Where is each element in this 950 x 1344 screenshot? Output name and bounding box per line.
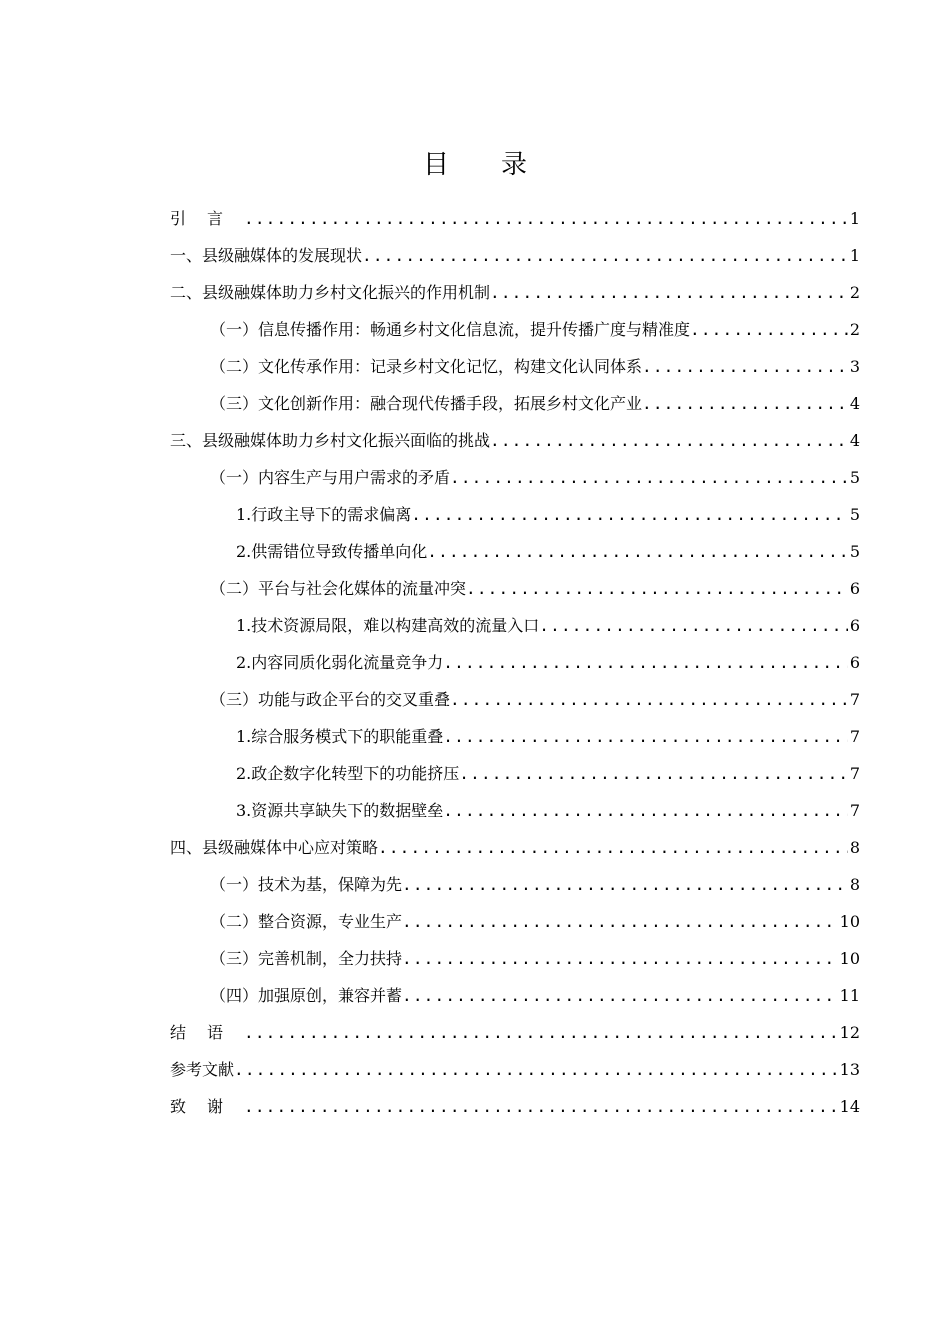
- toc-entry-page: 1: [849, 246, 860, 265]
- toc-entry-label: （二）平台与社会化媒体的流量冲突: [210, 579, 467, 598]
- toc-entry-label: 1.行政主导下的需求偏离: [236, 505, 412, 524]
- toc-dot-leader: [642, 348, 848, 385]
- toc-entry-label: 三、县级融媒体助力乡村文化振兴面临的挑战: [170, 431, 491, 450]
- toc-dot-leader: [402, 977, 838, 1014]
- toc-dot-leader: [427, 533, 848, 570]
- toc-entry-conclusion[interactable]: [170, 1014, 860, 1051]
- toc-dot-leader: [459, 755, 848, 792]
- toc-entry-label: （一）技术为基，保障为先: [210, 875, 403, 894]
- toc-entry-page: 6: [849, 616, 860, 635]
- toc-dot-leader: [443, 792, 848, 829]
- toc-dot-leader: [362, 237, 848, 274]
- toc-dot-leader: [402, 866, 848, 903]
- toc-entry-page: 8: [849, 838, 860, 857]
- toc-entry-section-4-2[interactable]: [170, 903, 860, 940]
- toc-entry-page: 5: [849, 505, 860, 524]
- toc-entry-label: 参考文献: [170, 1060, 235, 1079]
- toc-entry-label: （二）整合资源，专业生产: [210, 912, 403, 931]
- toc-entry-page: 12: [839, 1023, 860, 1042]
- toc-entry-label: （三）功能与政企平台的交叉重叠: [210, 690, 451, 709]
- toc-entry-section-3-3-2[interactable]: [170, 755, 860, 792]
- toc-entry-label: （三）完善机制，全力扶持: [210, 949, 403, 968]
- toc-entry-page: 6: [849, 579, 860, 598]
- toc-entry-page: 5: [849, 468, 860, 487]
- toc-entry-section-4-1[interactable]: [170, 866, 860, 903]
- toc-entry-label: 引言: [170, 209, 245, 228]
- toc-dot-leader: [490, 422, 848, 459]
- toc-entry-section-4[interactable]: [170, 829, 860, 866]
- toc-entry-page: 3: [849, 357, 860, 376]
- toc-dot-leader: [466, 570, 848, 607]
- toc-entry-section-3-1-1[interactable]: [170, 496, 860, 533]
- toc-entry-section-4-3[interactable]: [170, 940, 860, 977]
- toc-entry-page: 6: [849, 653, 860, 672]
- toc-entry-label: （二）文化传承作用：记录乡村文化记忆，构建文化认同体系: [210, 357, 643, 376]
- toc-entry-label: 2.政企数字化转型下的功能挤压: [236, 764, 460, 783]
- toc-entry-section-1[interactable]: [170, 237, 860, 274]
- toc-dot-leader: [690, 311, 848, 348]
- toc-entry-section-2-3[interactable]: [170, 385, 860, 422]
- toc-entry-page: 14: [839, 1097, 860, 1116]
- toc-entry-label: 1.综合服务模式下的职能重叠: [236, 727, 444, 746]
- toc-entry-page: 4: [849, 394, 860, 413]
- toc-dot-leader: [411, 496, 848, 533]
- toc-entry-page: 5: [849, 542, 860, 561]
- toc-entry-section-2[interactable]: [170, 274, 860, 311]
- toc-entry-label: 2.供需错位导致传播单向化: [236, 542, 428, 561]
- toc-entry-label: 1.技术资源局限，难以构建高效的流量入口: [236, 616, 540, 635]
- toc-entry-section-2-2[interactable]: [170, 348, 860, 385]
- toc-entry-page: 10: [839, 912, 860, 931]
- toc-entry-page: 1: [849, 209, 860, 228]
- toc-entry-label: （一）内容生产与用户需求的矛盾: [210, 468, 451, 487]
- toc-entry-section-3-3-3[interactable]: [170, 792, 860, 829]
- toc-entry-section-3-2-1[interactable]: [170, 607, 860, 644]
- toc-entry-label: 结语: [170, 1023, 245, 1042]
- toc-entry-label: 四、县级融媒体中心应对策略: [170, 838, 379, 857]
- toc-entry-section-4-4[interactable]: [170, 977, 860, 1014]
- toc-dot-leader: [244, 1014, 838, 1051]
- toc-entry-page: 7: [849, 727, 860, 746]
- toc-dot-leader: [402, 903, 838, 940]
- toc-entry-section-3-1[interactable]: [170, 459, 860, 496]
- toc-dot-leader: [450, 459, 848, 496]
- toc-entry-page: 4: [849, 431, 860, 450]
- toc-entry-page: 7: [849, 764, 860, 783]
- toc-entry-section-3[interactable]: [170, 422, 860, 459]
- toc-title-char-1: 目: [422, 150, 449, 180]
- toc-entry-label: 二、县级融媒体助力乡村文化振兴的作用机制: [170, 283, 491, 302]
- toc-list: [170, 200, 860, 1125]
- toc-entry-section-3-2-2[interactable]: [170, 644, 860, 681]
- toc-dot-leader: [490, 274, 848, 311]
- toc-entry-page: 2: [849, 320, 860, 339]
- toc-entry-page: 10: [839, 949, 860, 968]
- toc-entry-section-3-1-2[interactable]: [170, 533, 860, 570]
- toc-entry-label: 致谢: [170, 1097, 245, 1116]
- toc-entry-section-2-1[interactable]: [170, 311, 860, 348]
- toc-entry-section-3-3-1[interactable]: [170, 718, 860, 755]
- toc-dot-leader: [378, 829, 848, 866]
- toc-entry-label: 一、县级融媒体的发展现状: [170, 246, 363, 265]
- toc-dot-leader: [443, 644, 848, 681]
- toc-dot-leader: [443, 718, 848, 755]
- toc-title-char-2: 录: [501, 150, 528, 180]
- toc-entry-intro[interactable]: [170, 200, 860, 237]
- toc-entry-acknowledgements[interactable]: [170, 1088, 860, 1125]
- toc-dot-leader: [244, 200, 848, 237]
- toc-entry-page: 7: [849, 801, 860, 820]
- toc-dot-leader: [402, 940, 838, 977]
- toc-entry-references[interactable]: [170, 1051, 860, 1088]
- toc-dot-leader: [234, 1051, 838, 1088]
- toc-dot-leader: [642, 385, 848, 422]
- toc-entry-page: 2: [849, 283, 860, 302]
- toc-entry-page: 8: [849, 875, 860, 894]
- toc-entry-page: 7: [849, 690, 860, 709]
- toc-entry-label: （一）信息传播作用：畅通乡村文化信息流，提升传播广度与精准度: [210, 320, 691, 339]
- toc-dot-leader: [450, 681, 848, 718]
- toc-title: [0, 145, 950, 185]
- toc-dot-leader: [244, 1088, 838, 1125]
- toc-dot-leader: [539, 607, 848, 644]
- toc-entry-section-3-3[interactable]: [170, 681, 860, 718]
- toc-entry-label: （三）文化创新作用：融合现代传播手段，拓展乡村文化产业: [210, 394, 643, 413]
- toc-entry-label: （四）加强原创，兼容并蓄: [210, 986, 403, 1005]
- toc-entry-label: 2.内容同质化弱化流量竞争力: [236, 653, 444, 672]
- toc-entry-section-3-2[interactable]: [170, 570, 860, 607]
- toc-entry-label: 3.资源共享缺失下的数据壁垒: [236, 801, 444, 820]
- toc-entry-page: 11: [839, 986, 860, 1005]
- toc-entry-page: 13: [839, 1060, 860, 1079]
